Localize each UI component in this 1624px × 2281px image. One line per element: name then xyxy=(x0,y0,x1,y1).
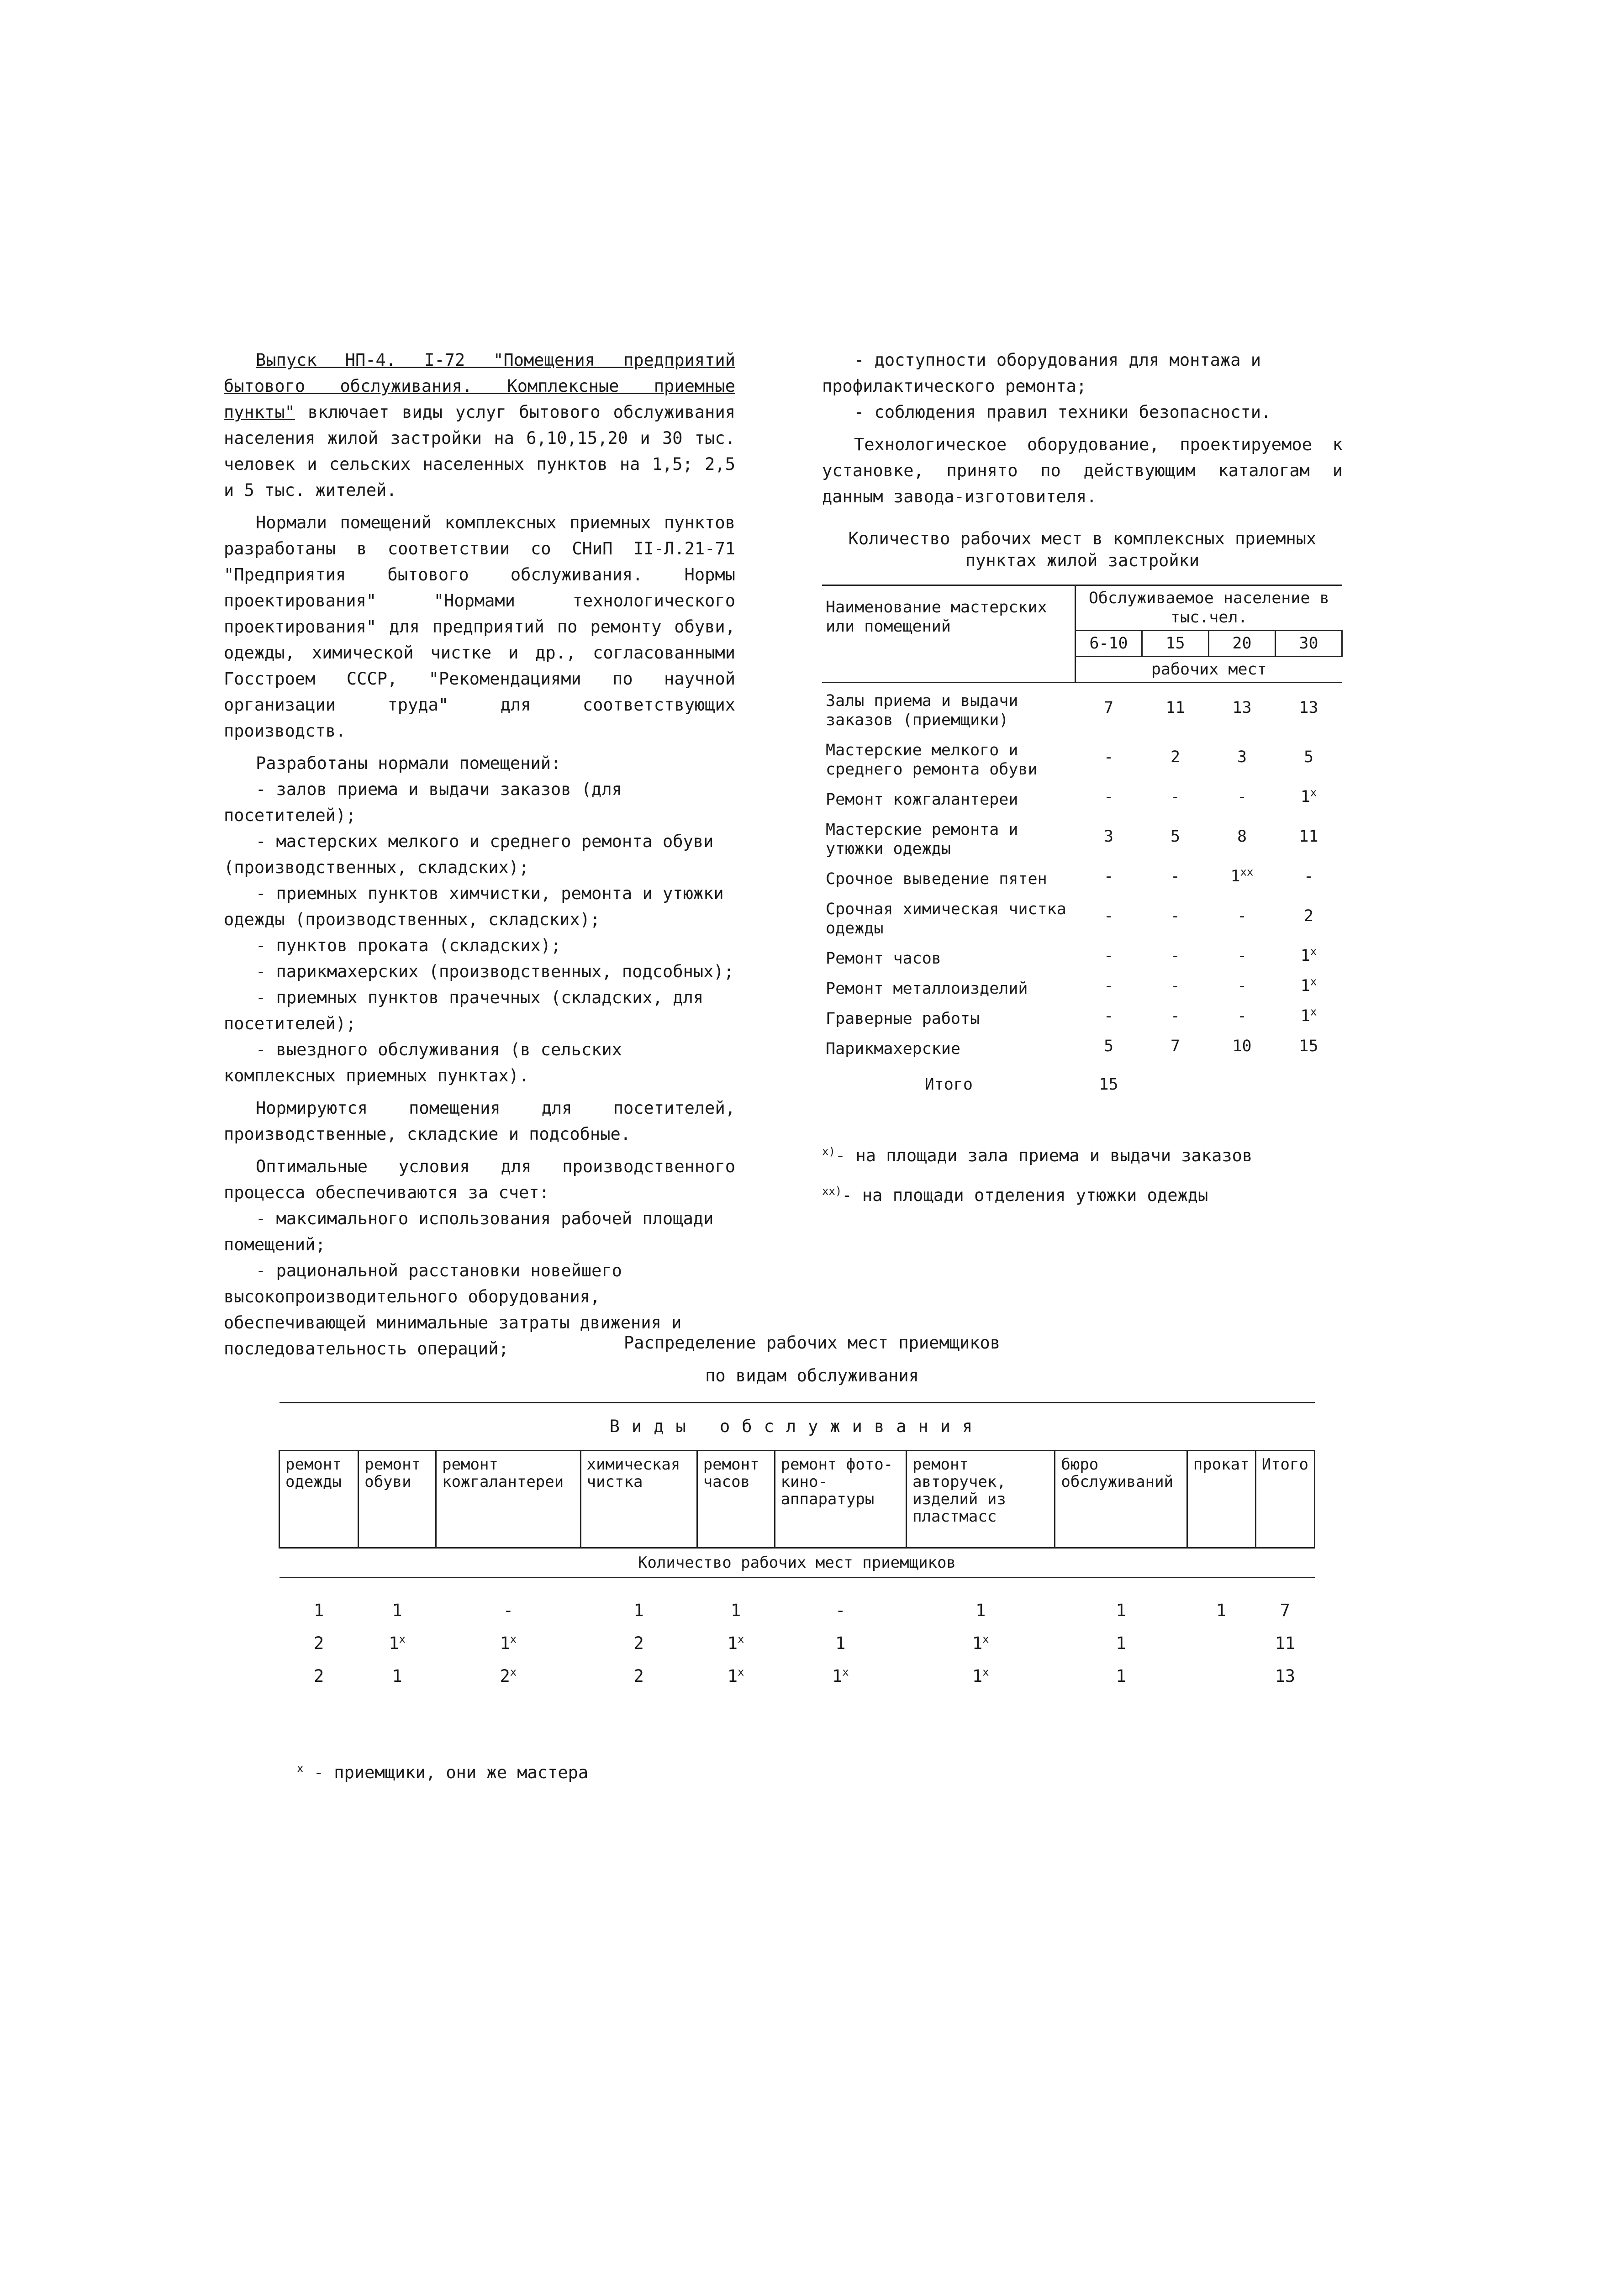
workplace-count: - xyxy=(1237,1007,1247,1025)
rooms-list xyxy=(224,776,735,1089)
service-kind-header: бюро обслуживаний xyxy=(1055,1451,1187,1548)
total-label: Итого xyxy=(924,1075,973,1094)
workplace-count: - xyxy=(1103,977,1114,995)
service-name: Ремонт кожгалантереи xyxy=(826,790,1018,809)
unit-header: рабочих мест xyxy=(1076,657,1342,683)
service-kind-header: ремонт часов xyxy=(697,1451,775,1548)
workplace-count: 13 xyxy=(1232,699,1252,717)
receiver-count: - xyxy=(503,1601,513,1620)
workplace-count: - xyxy=(1170,788,1181,806)
population-header: Обслуживаемое население в тыс.чел. xyxy=(1076,585,1342,631)
workplace-count: 11 xyxy=(1165,699,1185,717)
workplaces-table xyxy=(822,585,1343,1097)
note-mark: xx) xyxy=(822,1185,842,1198)
service-kind-header: химическая чистка xyxy=(580,1451,697,1548)
workplace-count: 1$^{xx}$ xyxy=(1230,865,1254,885)
count-header: Количество рабочих мест приемщиков xyxy=(279,1548,1315,1578)
workplace-count: 10 xyxy=(1232,1037,1252,1055)
list-item: - рациональной расстановки новейшего высокопроизводительного оборудования, обеспечивающей минимальные затраты движения и последовательность операций; xyxy=(224,1261,682,1359)
note-mark: x xyxy=(1310,945,1317,958)
service-kind-header: ремонт фото-кино-аппаратуры xyxy=(775,1451,907,1548)
table-row xyxy=(279,1660,1315,1693)
workplace-count: 7 xyxy=(1103,699,1114,717)
list-item: - залов приема и выдачи заказов (для посетителей); xyxy=(224,780,622,825)
category-header: 15 xyxy=(1142,631,1209,657)
workplace-count: 1$^x$ xyxy=(1300,975,1317,995)
workplace-count: - xyxy=(1103,748,1114,766)
workplace-count: 1$^x$ xyxy=(1300,1005,1317,1025)
workplace-count: - xyxy=(1303,867,1314,885)
receiver-count: 2 xyxy=(313,1633,324,1653)
workplace-count: 13 xyxy=(1299,699,1318,717)
table-row xyxy=(822,971,1342,1001)
note-mark: x xyxy=(1310,1005,1317,1018)
receiver-count: 1 xyxy=(1116,1633,1126,1653)
category-header: 30 xyxy=(1276,631,1342,657)
table-row xyxy=(279,1627,1315,1660)
rooms-paragraph: Нормируются помещения для посетителей, производственные, складские и подсобные. xyxy=(224,1098,735,1144)
workplace-count: 2 xyxy=(1303,907,1314,925)
service-kind-header: Итого xyxy=(1255,1451,1314,1548)
footnote xyxy=(297,1763,588,1782)
table-row xyxy=(279,1578,1315,1628)
note-mark: x xyxy=(399,1633,406,1646)
note-mark: x) xyxy=(822,1145,835,1158)
receiver-count: 1 xyxy=(730,1601,741,1620)
receiver-count: 2 xyxy=(633,1633,644,1653)
service-name: Залы приема и выдачи заказов (приемщики) xyxy=(826,692,1018,729)
total-row xyxy=(822,1061,1342,1097)
table-row xyxy=(822,1001,1342,1031)
table-row xyxy=(822,732,1342,782)
table-row xyxy=(822,861,1342,891)
note-mark: x xyxy=(1310,786,1317,799)
caption-line: Распределение рабочих мест приемщиков xyxy=(623,1333,1001,1353)
service-kind-header: ремонт кожгалантереи xyxy=(436,1451,581,1548)
workplace-count: 11 xyxy=(1299,827,1318,846)
service-name: Мастерские мелкого и среднего ремонта обуви xyxy=(826,741,1038,779)
service-kind-header: ремонт одежды xyxy=(279,1451,359,1548)
receiver-count: 2$^x$ xyxy=(500,1665,517,1686)
receiver-count: 1$^x$ xyxy=(832,1665,849,1686)
workplace-count: - xyxy=(1237,977,1247,995)
list-item: - выездного обслуживания (в сельских комплексных приемных пунктах). xyxy=(224,1040,622,1085)
list-item: - доступности оборудования для монтажа и профилактического ремонта; xyxy=(822,350,1261,396)
receiver-count: 7 xyxy=(1280,1601,1290,1620)
note-mark: x xyxy=(982,1665,989,1679)
name-column-header: Наименование мастерских или помещений xyxy=(822,585,1076,683)
workplace-count: - xyxy=(1170,867,1181,885)
equipment-paragraph: Технологическое оборудование, проектируемое к установке, принято по действующим каталогам и данным завода-изготовителя. xyxy=(822,435,1343,506)
workplace-count: 8 xyxy=(1237,827,1247,846)
receiver-count: 1 xyxy=(1116,1601,1126,1620)
service-name: Ремонт часов xyxy=(826,949,941,968)
receiver-count: 1$^x$ xyxy=(727,1665,744,1686)
workplace-count: 5 xyxy=(1170,827,1181,846)
workplace-count: 1$^x$ xyxy=(1300,786,1317,806)
norms-paragraph: Нормали помещений комплексных приемных пунктов разработаны в соответствии со СНиП II-Л.21-71 "Предприятия бытового обслуживания. Нормы проектирования" "Нормами технологического проектирования" для предприятий по ремонту обуви, одежды, химической чистке и др., согласованными Госстроем СССР, "Рекомендациями по научной организации труда" для соответствующих производств. xyxy=(224,513,735,741)
service-name: Срочная химическая чистка одежды xyxy=(826,900,1066,938)
list-item: - парикмахерских (производственных, подсобных); xyxy=(256,962,734,981)
receiver-count: 1$^x$ xyxy=(972,1665,989,1686)
service-kind-header: ремонт обуви xyxy=(359,1451,436,1548)
note-mark: x xyxy=(1310,975,1317,988)
table-row xyxy=(822,782,1342,812)
workplace-count: 3 xyxy=(1237,748,1247,766)
workplace-count: - xyxy=(1103,867,1114,885)
list-title: Разработаны нормали помещений: xyxy=(256,753,561,773)
note-mark: x xyxy=(982,1633,989,1646)
workplace-count: - xyxy=(1170,977,1181,995)
receiver-count: 1 xyxy=(1116,1666,1126,1686)
receiver-count: 1 xyxy=(1216,1601,1227,1620)
receiver-count: 1$^x$ xyxy=(500,1633,517,1653)
service-kind-header: прокат xyxy=(1187,1451,1255,1548)
note-1: $^{x)}$- на площади зала приема и выдачи заказов xyxy=(822,1145,1253,1165)
distribution-table xyxy=(279,1402,1315,1693)
category-header: 20 xyxy=(1209,631,1276,657)
intro-paragraph xyxy=(224,347,735,503)
table-row xyxy=(822,1031,1342,1061)
receiver-count: 1 xyxy=(975,1601,986,1620)
workplace-count: 3 xyxy=(1103,827,1114,846)
footnote-mark: x xyxy=(297,1762,304,1775)
receiver-count xyxy=(1187,1627,1255,1660)
service-name: Срочное выведение пятен xyxy=(826,870,1047,888)
table-row xyxy=(822,891,1342,941)
table-row xyxy=(822,812,1342,861)
receiver-count: - xyxy=(835,1601,846,1620)
workplace-count: 5 xyxy=(1303,748,1314,766)
list-item: - максимального использования рабочей площади помещений; xyxy=(224,1209,714,1254)
workplace-count: - xyxy=(1237,947,1247,965)
receiver-count: 1 xyxy=(633,1601,644,1620)
workplace-count: - xyxy=(1103,1007,1114,1025)
left-column xyxy=(224,347,735,1362)
right-column xyxy=(822,347,1343,1222)
workplace-count: 5 xyxy=(1103,1037,1114,1055)
receiver-count: 13 xyxy=(1275,1666,1296,1686)
table-notes xyxy=(822,1143,1343,1208)
receiver-count: 1$^x$ xyxy=(972,1633,989,1653)
workplace-count: - xyxy=(1103,788,1114,806)
kinds-header: Виды обслуживания xyxy=(279,1403,1315,1451)
category-header: 6-10 xyxy=(1076,631,1142,657)
staff-table-caption: Количество рабочих мест в комплексных приемных пунктах жилой застройки xyxy=(848,529,1317,570)
service-name: Ремонт металлоизделий xyxy=(826,980,1028,998)
receiver-count: 1$^x$ xyxy=(727,1633,744,1653)
workplace-count: - xyxy=(1170,947,1181,965)
list-item: - приемных пунктов прачечных (складских, для посетителей); xyxy=(224,988,704,1033)
workplace-count: - xyxy=(1237,907,1247,925)
receiver-count: 1 xyxy=(392,1601,402,1620)
note-mark: x xyxy=(738,1665,744,1679)
list-item: - пунктов проката (складских); xyxy=(256,936,561,955)
workplace-count: 2 xyxy=(1170,748,1181,766)
note-mark: xx xyxy=(1240,865,1254,879)
receiver-count: 1 xyxy=(392,1666,402,1686)
list-item: - приемных пунктов химчистки, ремонта и утюжки одежды (производственных, складских); xyxy=(224,884,724,929)
workplace-count: - xyxy=(1237,788,1247,806)
distribution-caption xyxy=(0,1327,1624,1392)
list-item: - соблюдения правил техники безопасности. xyxy=(854,402,1271,422)
caption-line: по видам обслуживания xyxy=(705,1366,919,1385)
table-row xyxy=(822,683,1342,733)
note-mark: x xyxy=(842,1665,849,1679)
receiver-count: 1$^x$ xyxy=(389,1633,406,1653)
footnote-text: - приемщики, они же мастера xyxy=(313,1763,589,1782)
receiver-count xyxy=(1187,1660,1255,1693)
note-mark: x xyxy=(738,1633,744,1646)
note-2: $^{xx)}$- на площади отделения утюжки одежды xyxy=(822,1185,1208,1205)
service-name: Парикмахерские xyxy=(826,1040,961,1058)
service-name: Граверные работы xyxy=(826,1010,980,1028)
workplace-count: - xyxy=(1103,947,1114,965)
workplace-count: - xyxy=(1170,907,1181,925)
list-item: - мастерских мелкого и среднего ремонта обуви (производственных, складских); xyxy=(224,832,714,877)
receiver-count: 11 xyxy=(1275,1633,1296,1653)
workplace-count: 15 xyxy=(1299,1037,1318,1055)
total-value: 15 xyxy=(1099,1075,1118,1094)
table-row xyxy=(822,941,1342,971)
receiver-count: 2 xyxy=(633,1666,644,1686)
service-name: Мастерские ремонта и утюжки одежды xyxy=(826,821,1018,858)
note-mark: x xyxy=(510,1633,517,1646)
workplace-count: 1$^x$ xyxy=(1300,945,1317,965)
intro-text: включает виды услуг бытового обслуживания населения жилой застройки на 6,10,15,20 и 30 тыс. человек и сельских населенных пунктов на 1,5; 2,5 и 5 тыс. жителей. xyxy=(224,402,735,500)
workplace-count: 7 xyxy=(1170,1037,1181,1055)
conditions-paragraph: Оптимальные условия для производственного процесса обеспечиваются за счет: xyxy=(224,1157,735,1202)
workplace-count: - xyxy=(1170,1007,1181,1025)
receiver-count: 2 xyxy=(313,1666,324,1686)
note-mark: x xyxy=(510,1665,517,1679)
workplace-count: - xyxy=(1103,907,1114,925)
issue-title: Выпуск НП-4. I-72 "Помещения предприятий бытового обслуживания. Комплексные приемные пункты" xyxy=(224,350,735,422)
service-kind-header: ремонт авторучек, изделий из пластмасс xyxy=(907,1451,1055,1548)
receiver-count: 1 xyxy=(835,1633,846,1653)
receiver-count: 1 xyxy=(313,1601,324,1620)
